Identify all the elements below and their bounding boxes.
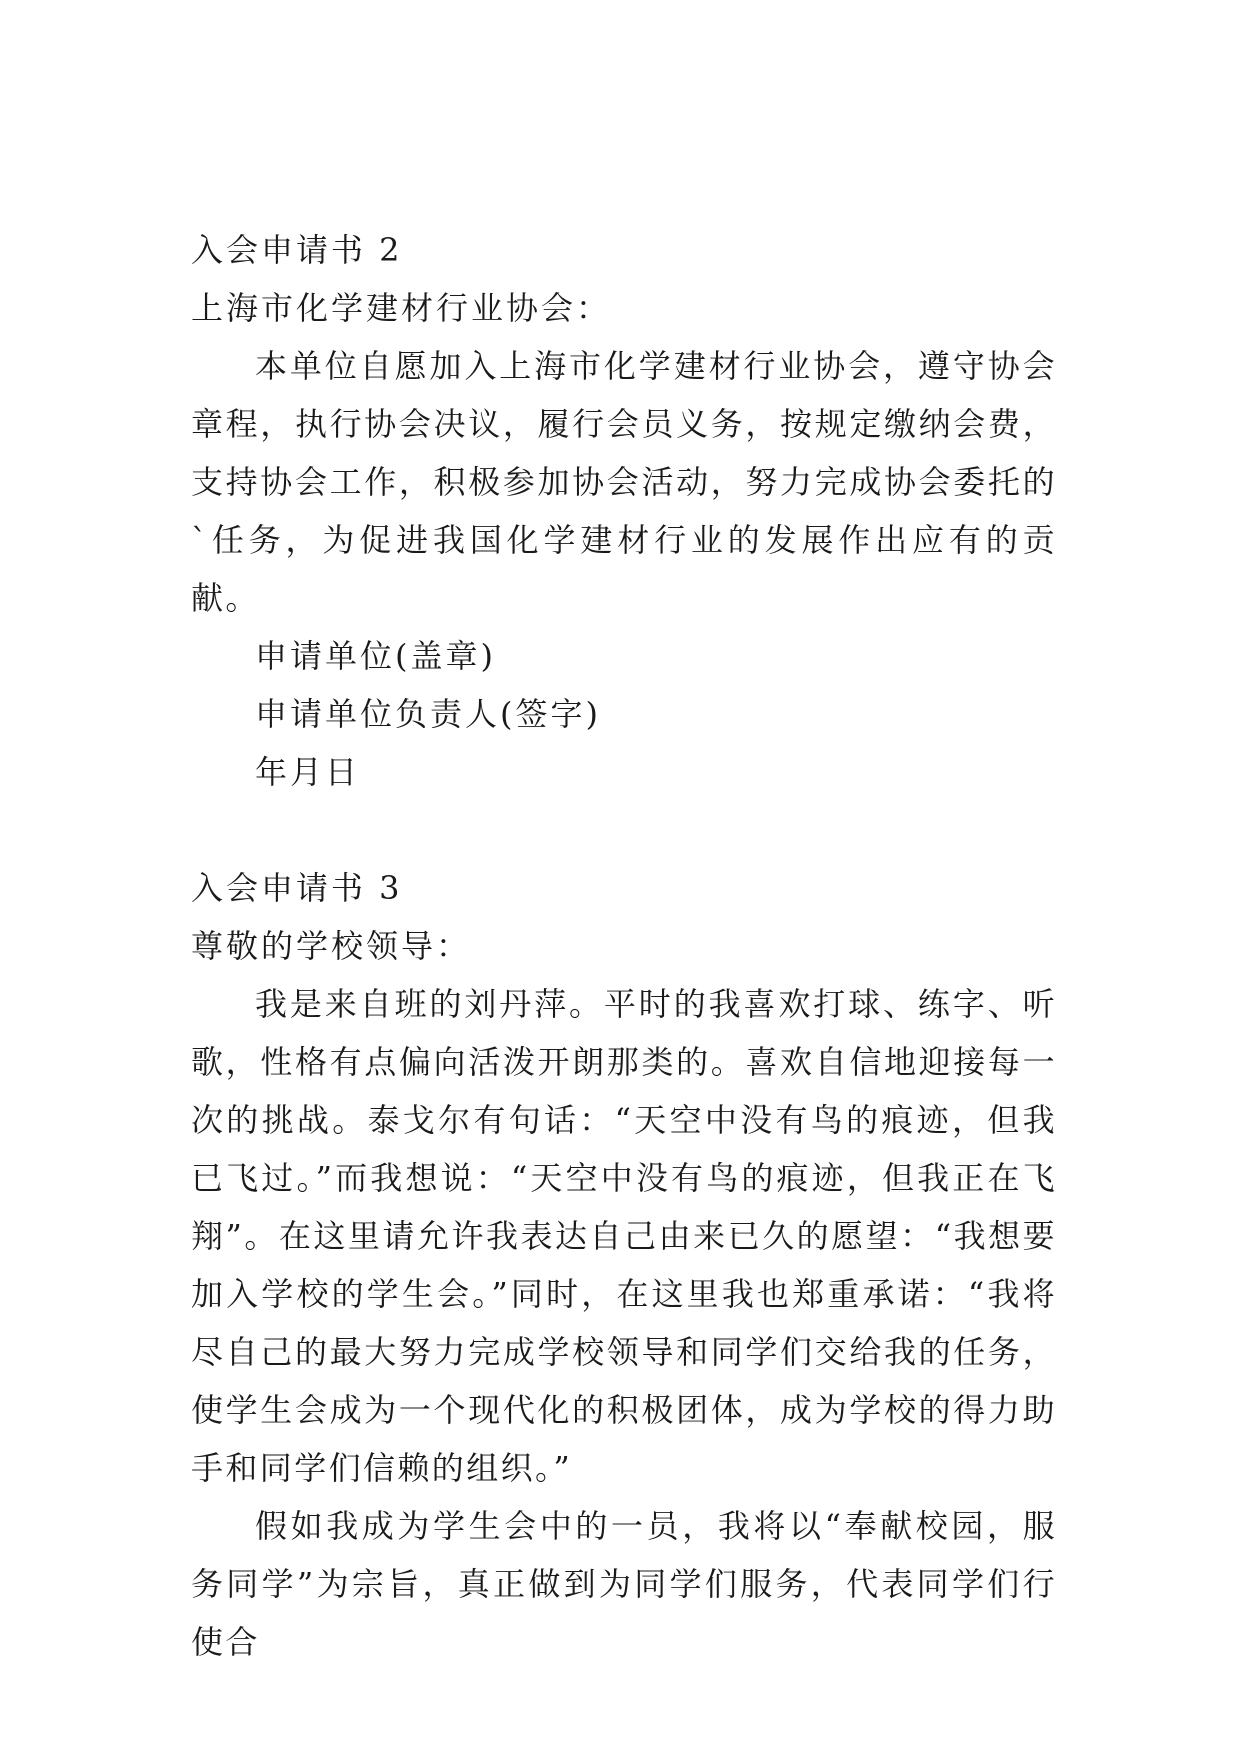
salutation: 尊敬的学校领导： [191,927,472,965]
body-paragraph: 我是来自班的刘丹萍。平时的我喜欢打球、练字、听歌，性格有点偏向活泼开朗那类的。喜欢自信地迎接每一次的挑战。泰戈尔有句话：“天空中没有鸟的痕迹，但我已飞过。”而我想说：“天空中没有鸟的痕迹，但我正在飞翔”。在这里请允许我表达自己由来已久的愿望：“我想要加入学校的学生会。”同时，在这里我也郑重承诺：“我将尽自己的最大努力完成学校领导和同学们交给我的任务，使学生会成为一个现代化的积极团体，成为学校的得力助手和同学们信赖的组织。” [191,985,1057,1487]
signature-date: 年月日 [255,753,361,791]
body-paragraph: 假如我成为学生会中的一员，我将以“奉献校园，服务同学”为宗旨，真正做到为同学们服务，代表同学们行使合 [191,1507,1057,1661]
signature-unit: 申请单位(盖章) [255,637,496,675]
signature-person: 申请单位负责人(签字) [255,695,601,733]
section-title: 入会申请书 2 [191,231,403,269]
application-section-3 [191,859,1057,1671]
body-paragraph: 本单位自愿加入上海市化学建材行业协会，遵守协会章程，执行协会决议，履行会员义务，按规定缴纳会费，支持协会工作，积极参加协会活动，努力完成协会委托的`任务，为促进我国化学建材行业的发展作出应有的贡献。 [191,347,1057,617]
application-section-2 [191,221,1057,801]
section-spacer [191,801,1057,859]
section-title: 入会申请书 3 [191,869,403,907]
salutation: 上海市化学建材行业协会： [191,289,612,327]
document-content [191,221,1057,1671]
